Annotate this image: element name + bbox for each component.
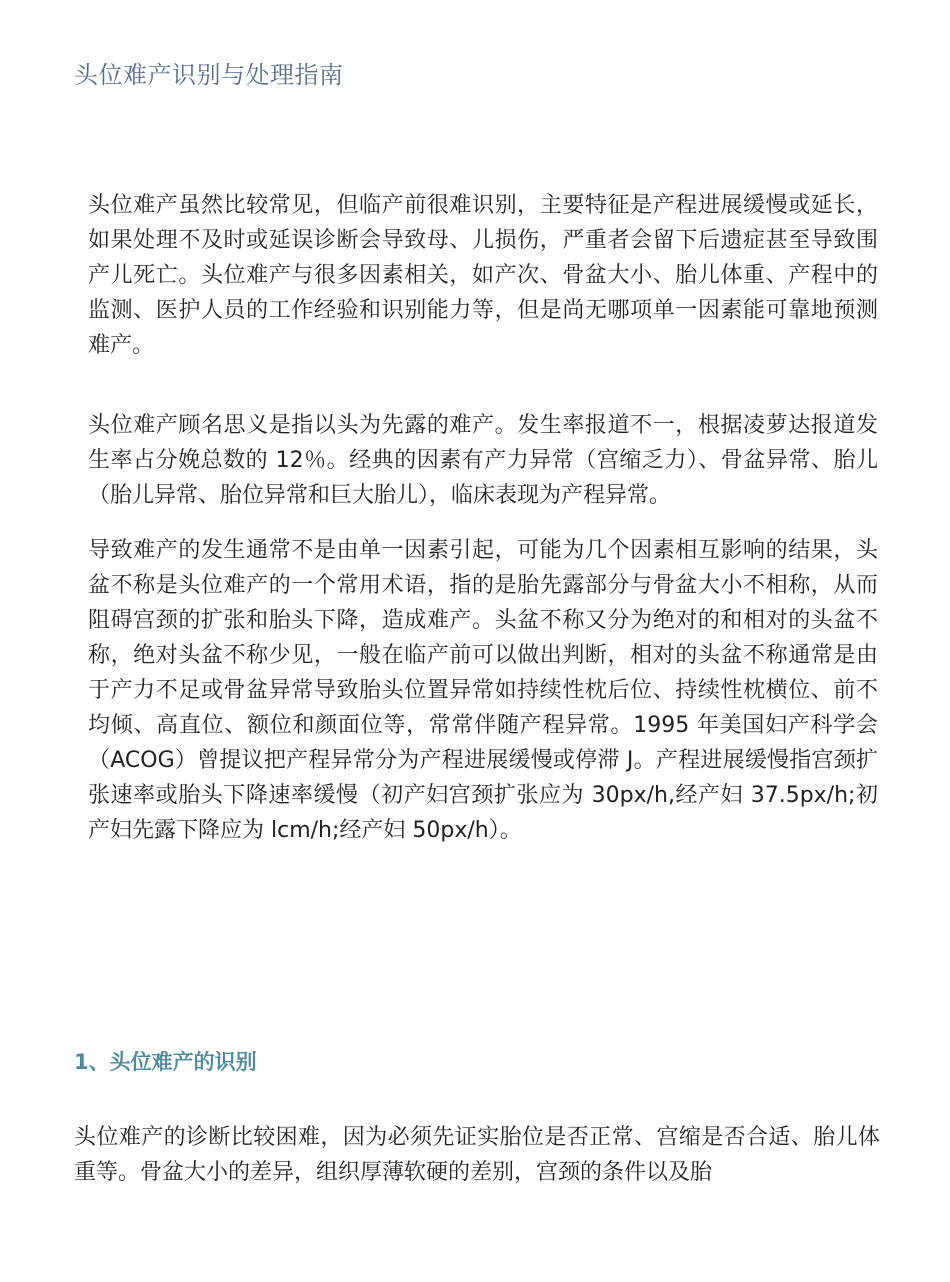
definition-paragraph: 头位难产顾名思义是指以头为先露的难产。发生率报道不一，根据凌萝达报道发生率占分娩总数的 12％。经典的因素有产力异常（宫缩乏力）、骨盆异常、胎儿（胎儿异常、胎位异常和巨大胎儿），临床表现为产程异常。 (88, 413, 878, 508)
section-heading: 1、头位难产的识别 (74, 1050, 257, 1074)
intro-paragraph: 头位难产虽然比较常见，但临产前很难识别，主要特征是产程进展缓慢或延长，如果处理不及时或延误诊断会导致母、儿损伤，严重者会留下后遗症甚至导致围产儿死亡。头位难产与很多因素相关，如产次、骨盆大小、胎儿体重、产程中的监测、医护人员的工作经验和识别能力等，但是尚无哪项单一因素能可靠地预测难产。 (88, 193, 878, 358)
causes-paragraph: 导致难产的发生通常不是由单一因素引起，可能为几个因素相互影响的结果，头盆不称是头位难产的一个常用术语，指的是胎先露部分与骨盆大小不相称，从而阻碍宫颈的扩张和胎头下降，造成难产。头盆不称又分为绝对的和相对的头盆不称，绝对头盆不称少见，一般在临产前可以做出判断，相对的头盆不称通常是由于产力不足或骨盆异常导致胎头位置异常如持续性枕后位、持续性枕横位、前不均倾、高直位、额位和颜面位等，常常伴随产程异常。1995 年美国妇产科学会（ACOG）曾提议把产程异常分为产程进展缓慢或停滞 J。产程进展缓慢指宫颈扩张速率或胎头下降速率缓慢（初产妇宫颈扩张应为 30px/h,经产妇 37.5px/h;初产妇先露下降应为 lcm/h;经产妇 50px/h）。 (88, 538, 878, 843)
section-paragraph: 头位难产的诊断比较困难，因为必须先证实胎位是否正常、宫缩是否合适、胎儿体重等。骨盆大小的差异，组织厚薄软硬的差别，宫颈的条件以及胎 (74, 1125, 880, 1185)
page-title: 头位难产识别与处理指南 (74, 61, 344, 89)
article-body (88, 188, 878, 848)
